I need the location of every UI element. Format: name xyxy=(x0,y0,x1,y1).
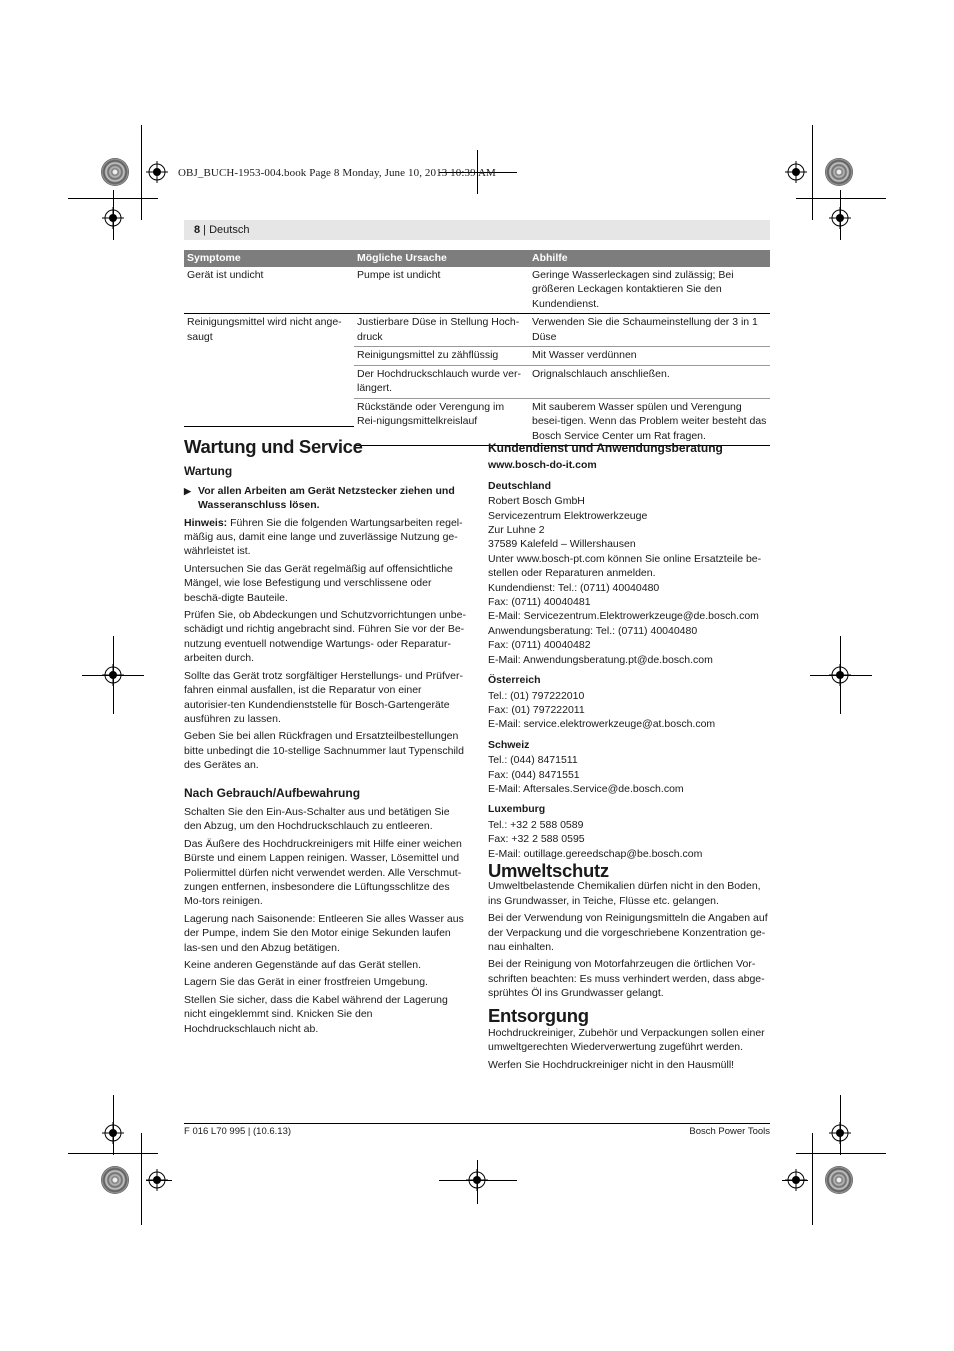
remedy-cell: Verwenden Sie die Schaumeinstellung der 3 in 1 Düse xyxy=(529,314,770,347)
contact-line: Tel.: (01) 797222010 xyxy=(488,689,585,702)
paragraph: Prüfen Sie, ob Abdeckungen und Schutzvorrichtungen unbe-schädigt und richtig angebracht sind. Führen Sie vor der Be-nutzung eventuell notwendige Wartungs- oder Reparatur-arbeiten durch. xyxy=(184,609,466,665)
cause-cell: Justierbare Düse in Stellung Hoch-druck xyxy=(354,314,529,347)
registration-mark-icon xyxy=(829,664,851,686)
paragraph: Stellen Sie sicher, dass die Kabel während der Lagerung nicht eingeklemmt sind. Knicken Sie den Hochdruckschlauch nicht ab. xyxy=(184,993,448,1035)
contact-line: Fax: (0711) 40040482 xyxy=(488,639,591,652)
registration-mark-icon xyxy=(146,161,168,183)
paragraph: Bei der Reinigung von Motorfahrzeugen die örtlichen Vor-schriften beachten: Es muss verhindert werden, dass abge-sprühtes Öl ins Grundwasser gelangt. xyxy=(488,958,765,1000)
subheading-storage: Nach Gebrauch/Aufbewahrung xyxy=(184,785,361,800)
header-language: Deutsch xyxy=(209,224,250,236)
contact-line: Fax: (01) 797222011 xyxy=(488,703,585,716)
column-header: Mögliche Ursache xyxy=(354,250,529,267)
paragraph: Sollte das Gerät trotz sorgfältiger Herstellungs- und Prüfver-fahren einmal ausfallen, ist die Reparatur von einer autorisier-ten Kundendienststelle für Bosch-Gartengeräte ausführen zu lassen. xyxy=(184,669,463,725)
paragraph: Untersuchen Sie das Gerät regelmäßig auf offensichtliche Mängel, wie lose Befestigung und verschlissene oder beschä-digte Bauteile. xyxy=(184,562,453,604)
paragraph: Umweltbelastende Chemikalien dürfen nicht in den Boden, ins Grundwasser, in Teiche, Flüsse etc. gelangen. xyxy=(488,880,761,907)
table-row xyxy=(184,267,770,314)
column-header: Abhilfe xyxy=(529,250,770,267)
table-bottom-rule xyxy=(184,426,354,427)
hint-label: Hinweis: xyxy=(184,516,228,529)
contact-block-germany xyxy=(488,494,770,667)
footer-rule xyxy=(184,1123,770,1124)
footer-brand: Bosch Power Tools xyxy=(689,1126,770,1137)
safety-warning xyxy=(184,484,466,513)
contact-line: Anwendungsberatung: Tel.: (0711) 40040480 xyxy=(488,624,698,637)
footer-document-number: F 016 L70 995 | (10.6.13) xyxy=(184,1126,292,1137)
cause-cell: Rückstände oder Verengung im Rei-nigungsmittelkreislauf xyxy=(354,398,529,446)
service-url-link[interactable]: www.bosch-do-it.com xyxy=(488,459,597,472)
contact-line: Tel.: (044) 8471511 xyxy=(488,754,578,767)
contact-line: Fax: (044) 8471551 xyxy=(488,768,580,781)
email-link[interactable]: E-Mail: Servicezentrum.Elektrowerkzeuge@de.bosch.com xyxy=(488,610,759,623)
color-rosette-icon xyxy=(101,1166,129,1194)
registration-mark-icon xyxy=(785,1169,807,1191)
country-heading-luxembourg: Luxemburg xyxy=(488,803,546,816)
contact-line: Zur Luhne 2 xyxy=(488,524,545,537)
contact-line: Fax: (0711) 40040481 xyxy=(488,596,591,609)
remedy-cell: Orignalschlauch anschließen. xyxy=(529,365,770,398)
print-imprint: OBJ_BUCH-1953-004.book Page 8 Monday, June 10, 2013 10:39 AM xyxy=(178,167,496,179)
paragraph: Werfen Sie Hochdruckreiniger nicht in den Hausmüll! xyxy=(488,1058,735,1071)
cause-cell: Pumpe ist undicht xyxy=(357,268,441,281)
email-link[interactable]: E-Mail: outillage.gereedschap@be.bosch.com xyxy=(488,847,703,860)
table-header-row xyxy=(184,250,770,267)
remedy-cell: Mit sauberem Wasser spülen und Verengung besei-tigen. Wenn das Problem weiter besteht das Bosch Service Center um Rat fragen. xyxy=(529,398,770,446)
registration-mark-icon xyxy=(102,664,124,686)
cause-cell: Reinigungsmittel zu zähflüssig xyxy=(354,347,529,366)
registration-mark-icon xyxy=(102,207,124,229)
contact-block-switzerland xyxy=(488,753,770,796)
country-heading-austria: Österreich xyxy=(488,674,541,687)
paragraph: Lagern Sie das Gerät in einer frostfreien Umgebung. xyxy=(184,976,428,989)
paragraph: Bei der Verwendung von Reinigungsmitteln die Angaben auf der Verpackung und die vorgeschriebene Konzentration ge-nau einhalten. xyxy=(488,912,768,953)
page-number: 8 xyxy=(194,224,201,236)
country-heading-switzerland: Schweiz xyxy=(488,738,530,751)
symptom-cell: Reinigungsmittel wird nicht ange-saugt xyxy=(184,314,354,446)
section-title-maintenance: Wartung und Service xyxy=(184,436,363,457)
remedy-cell: Mit Wasser verdünnen xyxy=(529,347,770,366)
troubleshooting-table xyxy=(184,250,770,446)
symptom-cell: Gerät ist undicht xyxy=(187,268,264,281)
contact-block-austria xyxy=(488,689,770,732)
subheading-maintenance: Wartung xyxy=(184,464,233,479)
paragraph: Hochdruckreiniger, Zubehör und Verpackungen sollen einer umweltgerechten Wiederverwertung zugeführt werden. xyxy=(488,1027,765,1054)
contact-line: Tel.: +32 2 588 0589 xyxy=(488,818,584,831)
country-heading-germany: Deutschland xyxy=(488,479,552,492)
contact-line: Kundendienst: Tel.: (0711) 40040480 xyxy=(488,581,660,594)
email-link[interactable]: E-Mail: Anwendungsberatung.pt@de.bosch.com xyxy=(488,653,713,666)
color-rosette-icon xyxy=(825,1166,853,1194)
registration-mark-icon xyxy=(146,1169,168,1191)
color-rosette-icon xyxy=(825,158,853,186)
triangle-bullet-icon: ▶ xyxy=(184,485,191,496)
contact-block-luxembourg xyxy=(488,818,770,861)
registration-mark-icon xyxy=(829,207,851,229)
column-header: Symptome xyxy=(184,250,354,267)
right-column xyxy=(488,441,770,1075)
page-header xyxy=(184,220,770,240)
paragraph: Das Äußere des Hochdruckreinigers mit Hilfe einer weichen Bürste und einem Lappen reinigen. Wasser, Lösemittel und Poliermittel dürfen nicht verwendet werden. Alle Verschmut-zungen entfernen, insbesondere die Lüftungsschlitze des Mo-tors reinigen. xyxy=(184,837,462,908)
paragraph: Schalten Sie den Ein-Aus-Schalter aus und betätigen Sie den Abzug, um den Hochdruckschlauch zu entleeren. xyxy=(184,805,450,833)
paragraph: Lagerung nach Saisonende: Entleeren Sie alles Wasser aus der Pumpe, indem Sie den Motor einige Sekunden laufen las-sen und den Abzug betätigen. xyxy=(184,912,464,954)
email-link[interactable]: E-Mail: service.elektrowerkzeuge@at.bosch.com xyxy=(488,718,716,731)
color-rosette-icon xyxy=(101,158,129,186)
cause-cell: Der Hochdruckschlauch wurde ver-längert. xyxy=(354,365,529,398)
registration-mark-icon xyxy=(829,1122,851,1144)
left-column xyxy=(184,436,466,1039)
remedy-cell: Geringe Wasserleckagen sind zulässig; Bei größeren Leckagen kontaktieren Sie den Kundendienst. xyxy=(532,268,734,310)
registration-mark-icon xyxy=(102,1122,124,1144)
subheading-customer-service: Kundendienst und Anwendungsberatung xyxy=(488,441,723,455)
contact-line: Servicezentrum Elektrowerkzeuge xyxy=(488,509,648,522)
registration-mark-icon xyxy=(785,161,807,183)
paragraph: Keine anderen Gegenstände auf das Gerät stellen. xyxy=(184,959,421,971)
contact-line: Robert Bosch GmbH xyxy=(488,495,585,508)
contact-line: Fax: +32 2 588 0595 xyxy=(488,833,585,846)
warning-text: Vor allen Arbeiten am Gerät Netzstecker ziehen und Wasseranschluss lösen. xyxy=(198,484,455,512)
header-separator: | xyxy=(200,224,210,236)
contact-line: 37589 Kalefeld – Willershausen xyxy=(488,538,636,551)
hint-paragraph xyxy=(184,516,466,559)
registration-mark-icon xyxy=(466,1169,488,1191)
hint-text: Führen Sie die folgenden Wartungsarbeiten regel-mäßig aus, damit eine lange und zuverlässige Nutzung ge-währleistet ist. xyxy=(184,516,463,558)
table-row xyxy=(184,314,770,347)
section-title-environment: Umweltschutz xyxy=(488,859,609,881)
paragraph: Geben Sie bei allen Rückfragen und Ersatzteilbestellungen bitte unbedingt die 10-stellige Sachnummer laut Typenschild des Gerätes an. xyxy=(184,730,464,772)
contact-line: Unter www.bosch-pt.com können Sie online Ersatzteile be-stellen oder Reparaturen anmelden. xyxy=(488,552,762,580)
section-title-disposal: Entsorgung xyxy=(488,1004,589,1026)
email-link[interactable]: E-Mail: Aftersales.Service@de.bosch.com xyxy=(488,782,684,795)
